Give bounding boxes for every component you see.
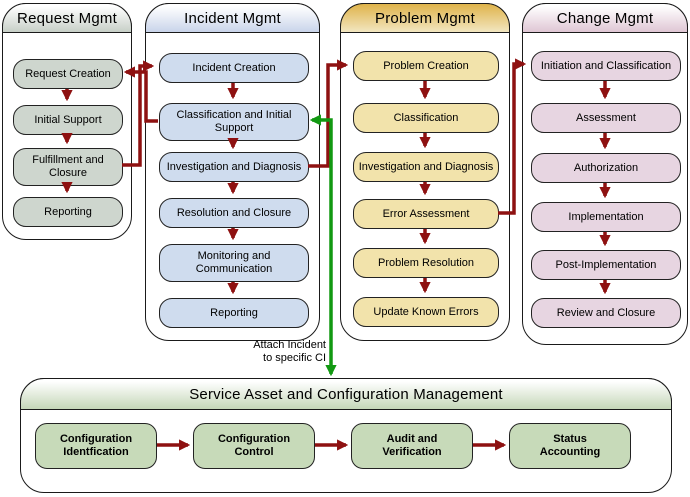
lane-sacm [20,378,672,493]
step-audit-and-verification: Audit and Verification [351,423,473,469]
lane-change-header [522,3,688,33]
lane-incident-title: Incident Mgmt [184,9,281,27]
step-request-creation: Request Creation [13,59,123,89]
step-problem-classification: Classification [353,103,499,133]
step-request-reporting: Reporting [13,197,123,227]
lane-incident-header [145,3,320,33]
lane-change-mgmt [522,3,688,345]
lane-problem-mgmt [340,3,510,341]
attach-incident-ci-label: Attach Incident to specific CI [253,339,326,364]
step-initiation-and-classification: Initiation and Classification [531,51,681,81]
step-incident-creation: Incident Creation [159,53,309,83]
step-status-accounting: Status Accounting [509,423,631,469]
lane-problem-title: Problem Mgmt [375,9,475,27]
step-error-assessment: Error Assessment [353,199,499,229]
step-assessment: Assessment [531,103,681,133]
step-configuration-control: Configuration Control [193,423,315,469]
step-post-implementation: Post-Implementation [531,250,681,280]
lane-request-title: Request Mgmt [17,9,117,27]
lane-sacm-title: Service Asset and Configuration Management [189,385,503,403]
step-incident-investigation-and-diagnosis: Investigation and Diagnosis [159,152,309,182]
step-monitoring-and-communication: Monitoring and Communication [159,244,309,282]
step-incident-reporting: Reporting [159,298,309,328]
step-resolution-and-closure: Resolution and Closure [159,198,309,228]
step-problem-creation: Problem Creation [353,51,499,81]
lane-problem-header [340,3,510,33]
lane-request-header [2,3,132,33]
step-configuration-identification: Configuration Identfication [35,423,157,469]
step-initial-support: Initial Support [13,105,123,135]
step-update-known-errors: Update Known Errors [353,297,499,327]
step-problem-investigation-and-diagnosis: Investigation and Diagnosis [353,152,499,182]
lane-sacm-header [20,378,672,410]
step-review-and-closure: Review and Closure [531,298,681,328]
lane-incident-mgmt [145,3,320,341]
step-implementation: Implementation [531,202,681,232]
lane-change-title: Change Mgmt [556,9,654,27]
step-authorization: Authorization [531,153,681,183]
step-fulfillment-and-closure: Fulfillment and Closure [13,148,123,186]
step-problem-resolution: Problem Resolution [353,248,499,278]
step-classification-and-initial-support: Classification and Initial Support [159,103,309,141]
lane-request-mgmt [2,3,132,240]
